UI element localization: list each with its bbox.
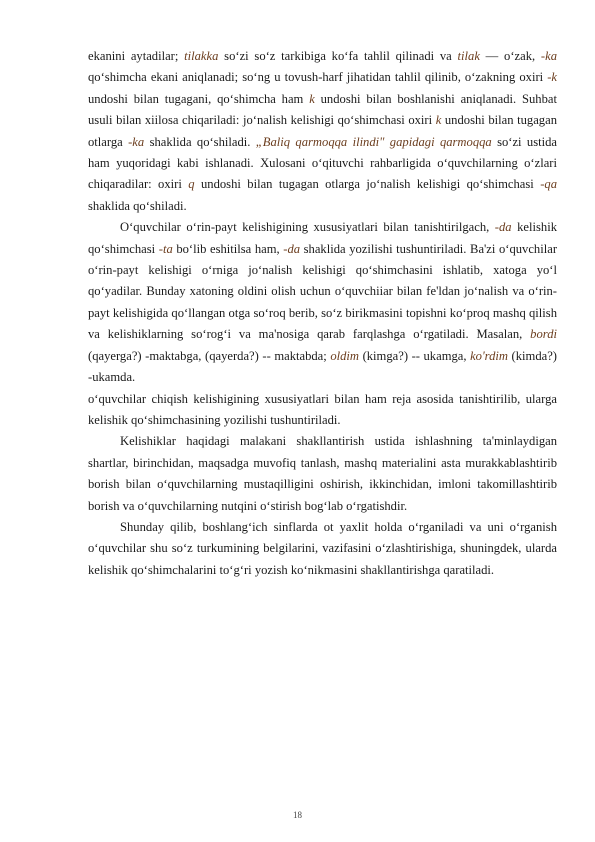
paragraph: [88, 431, 557, 517]
highlighted-term: bordi: [530, 327, 557, 342]
text-run: undoshi bilan tugagan otlarga: [88, 113, 557, 149]
text-run: ekanini aytadilar;: [88, 49, 185, 63]
highlighted-term: oldim: [330, 348, 360, 363]
page-number: 18: [293, 810, 302, 820]
text-run: o‘quvchilar chiqish kelishigining xususiyatlari bilan ham reja asosida tanishtirilib, ularga kelishik qo‘shimchasining yozilishi tushuntiriladi.: [88, 391, 557, 427]
highlighted-term: -ta: [158, 241, 173, 256]
paragraph: [88, 217, 557, 388]
text-run: so‘zi ustida ham yuqoridagi kabi ishlanadi. Xulosani o‘qituvchi rahbarligida o‘quvchilarning o‘zlari chiqaradilar: oxiri: [88, 134, 558, 192]
paragraph: [88, 517, 557, 581]
text-run: shaklida qo‘shiladi.: [144, 134, 256, 149]
text-run: undoshi bilan tugagani, qo‘shimcha ham: [88, 91, 310, 106]
highlighted-term: -da: [283, 241, 301, 256]
paragraph: [88, 46, 557, 217]
text-run: so‘zi so‘z tarkibiga ko‘fa tahlil qilinadi va: [218, 49, 458, 63]
highlighted-term: ko'rdim: [470, 348, 508, 363]
text-run: undoshi bilan tugagan otlarga jo‘nalish kelishigi qo‘shimchasi: [194, 177, 541, 192]
text-run: qo‘shimcha ekani aniqlanadi; so‘ng u tovush-harf jihatidan tahlil qilinib, o‘zakning oxiri: [88, 70, 548, 85]
text-run: (kimga?) -- ukamga,: [359, 348, 471, 363]
text-run: (qayerga?) -maktabga, (qayerda?) -- maktabda;: [88, 348, 331, 363]
text-run: O‘quvchilar o‘rin-payt kelishigining xususiyatlari bilan tanishtirilgach,: [120, 220, 495, 235]
highlighted-term: -qa: [540, 177, 557, 192]
text-run: (kimda?) -ukamda.: [88, 348, 557, 385]
highlighted-term: „Baliq qarmoqqa ilindi" gapidagi qarmoqqa: [255, 134, 492, 149]
document-body: [88, 46, 557, 581]
highlighted-term: -da: [494, 220, 512, 235]
text-run: — o‘zak,: [479, 49, 541, 63]
highlighted-term: tilak: [457, 49, 480, 63]
highlighted-term: -ka: [540, 49, 557, 63]
text-run: Kelishiklar haqidagi malakani shakllantirish ustida ishlashning ta'minlaydigan shartlar, birinchidan, maqsadga muvofiq tanlash, mashq materialini asta murakkablashtirib borish bilan o‘quvchilarning mustaqilligini oshirish, ikkinchidan, imloni takomillashtirib borish va o‘quvchilarning nutqini o‘stirish bog‘lab o‘rgatishdir.: [88, 434, 557, 513]
highlighted-term: tilakka: [184, 49, 219, 63]
paragraph: [88, 389, 557, 432]
highlighted-term: -ka: [128, 134, 145, 149]
text-run: shaklida yozilishi tushuntiriladi. Ba'zi o‘quvchilar o‘rin-payt kelishigi o‘rniga jo‘nalish kelishigi qo‘shimchasini ishlatib, xatoga yo‘l qo‘yadilar. Bunday xatoning oldini olish uchun o‘quvchiiar bilan fe'ldan jo‘nalish va o‘rin-payt kelishigida qo‘llangan otga so‘roq berib, so‘z birikmasini topishni ko‘proq mashq qilish va kelishiklarning so‘rog‘i va ma'nosiga qarab farqlashga o‘rgatiladi. Masalan,: [88, 241, 558, 342]
highlighted-term: q: [188, 177, 195, 192]
highlighted-term: -k: [547, 70, 557, 85]
text-run: shaklida qo‘shiladi.: [88, 198, 187, 213]
highlighted-term: k: [309, 91, 315, 106]
text-run: bo‘lib eshitilsa ham,: [172, 241, 284, 256]
text-run: kelishik qo‘shimchasi: [88, 220, 557, 256]
highlighted-term: k: [435, 113, 442, 128]
text-run: Shunday qilib, boshlang‘ich sinflarda ot yaxlit holda o‘rganiladi va uni o‘rganish o‘quvchilar shu so‘z turkumining belgilarini, vazifasini o‘zlashtirishiga, shuningdek, ularda kelishik qo‘shimchalarini to‘g‘ri yozish ko‘nikmasini shakllantirishga qaratiladi.: [88, 519, 557, 577]
text-run: undoshi bilan boshlanishi aniqlanadi. Suhbat usuli bilan xiilosa chiqariladi: jo‘nalish kelishigi qo‘shimchasi oxiri: [88, 91, 557, 128]
